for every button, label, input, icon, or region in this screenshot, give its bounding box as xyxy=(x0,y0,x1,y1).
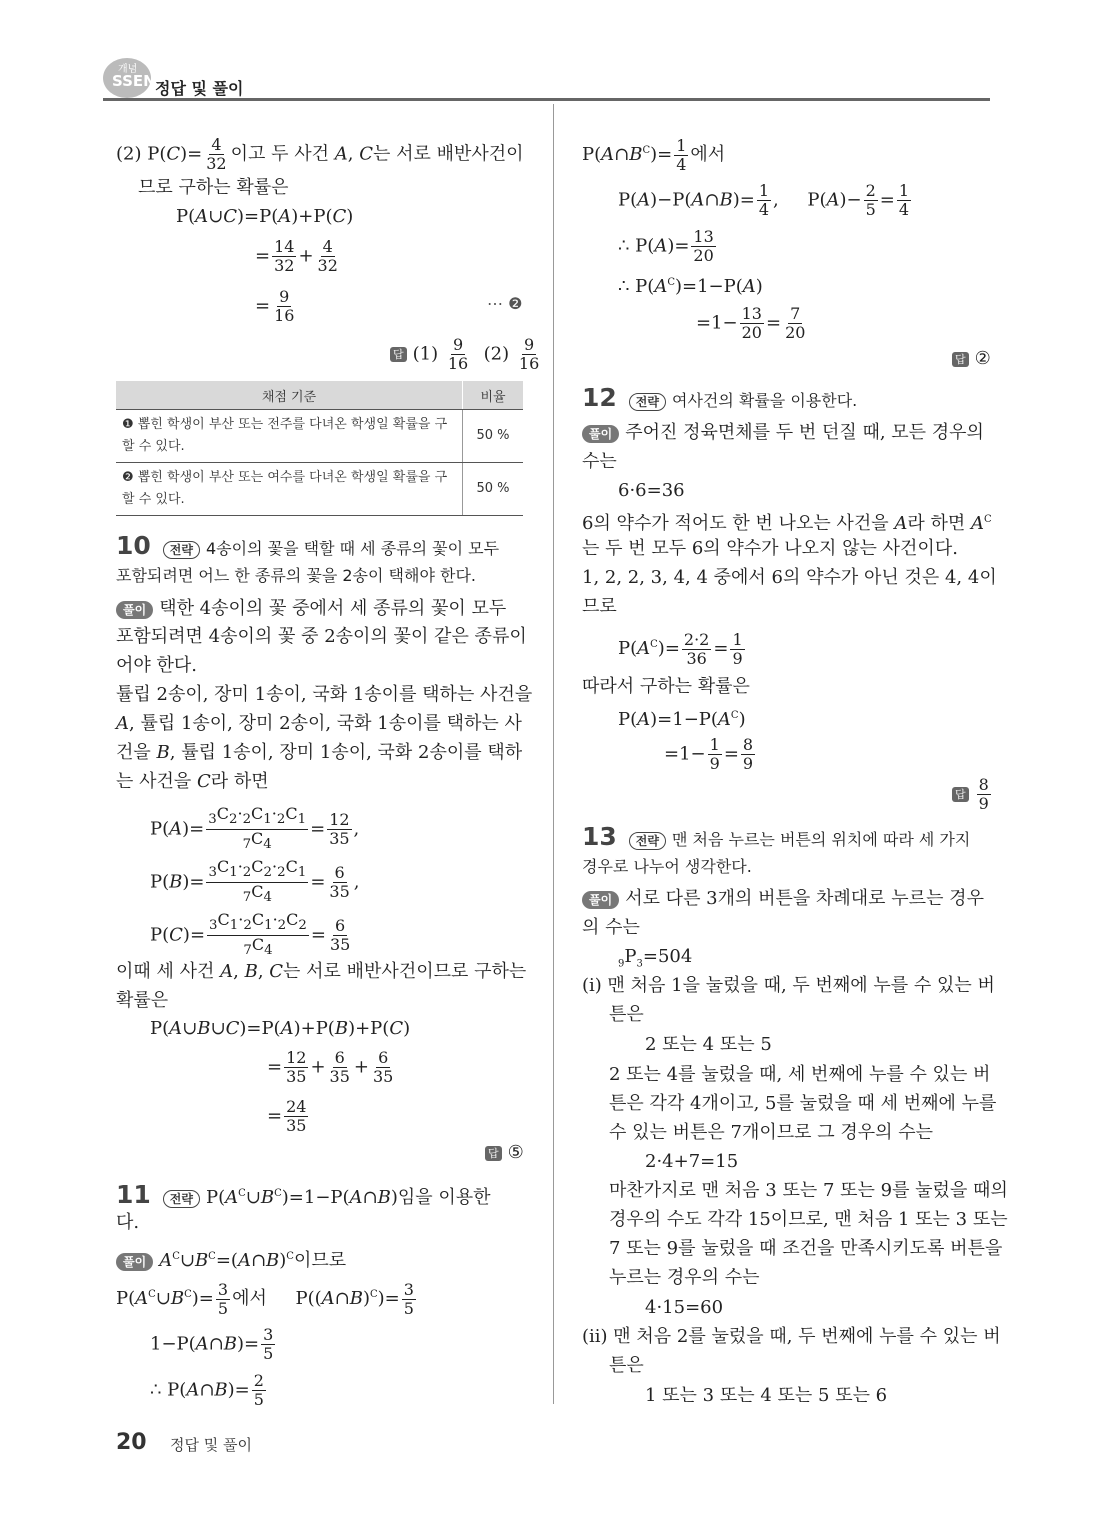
r-eq3: ∴ P(A)= $\frac{13}{20}$ xyxy=(618,227,714,265)
q10-sol9: 확률은 xyxy=(116,990,169,1011)
q13-i12: 4·15=60 xyxy=(645,1297,724,1318)
p2-eq2: = $\frac{14}{32}$ + $\frac{4}{32}$ xyxy=(255,237,338,275)
logo-top: 개념 xyxy=(118,64,138,75)
table-row: ❷ 뽑힌 학생이 부산 또는 여수를 다녀온 학생일 확률을 구할 수 있다. 50 % xyxy=(116,463,523,516)
q13-i9: 경우의 수도 각각 15이므로, 맨 처음 1 또는 3 또는 xyxy=(609,1209,1008,1230)
q10-sol5: A, 튤립 1송이, 장미 2송이, 국화 1송이를 택하는 사 xyxy=(116,713,522,734)
q11-eq2: 1−P(A∩B)= $\frac{3}{5}$ xyxy=(150,1325,274,1363)
q10-pa: P(A)= $\frac{_3C_2\cdot_2C_1\cdot_2C_1}{_7C_4}$ = $\frac{12}{35}$ , xyxy=(150,804,360,853)
mark-2: ⋯ ❷ xyxy=(487,294,523,313)
q12-strategy: 12 전략 여사건의 확률을 이용한다. xyxy=(582,383,858,412)
q13-ii2: 튼은 xyxy=(609,1355,644,1376)
logo-bottom: SSEN xyxy=(112,72,156,90)
column-divider xyxy=(553,104,554,1404)
q12-sol6: 1, 2, 2, 3, 4, 4 중에서 6의 약수가 아닌 것은 4, 4이 xyxy=(582,567,997,588)
q13-sol1: 풀이 서로 다른 3개의 버튼을 차례대로 누르는 경우 xyxy=(582,884,984,913)
table-header-ratio: 비율 xyxy=(463,381,524,410)
q11-sol1: 풀이 $A^C\cup B^C=(A\cap B)^C$이므로 xyxy=(116,1242,346,1275)
r-eq1: $P(A\cap B^C)=$ $\frac{1}{4}$ 에서 xyxy=(582,135,726,174)
q10-union: P(A∪B∪C)=P(A)+P(B)+P(C) xyxy=(150,1018,411,1039)
q13-sol2: 의 수는 xyxy=(582,917,640,938)
r-eq5: =1− $\frac{13}{20}$ = $\frac{7}{20}$ xyxy=(696,304,806,342)
q12-sol4: 6의 약수가 적어도 한 번 나오는 사건을 A라 하면 $A^C$ xyxy=(582,513,992,534)
q10-sol2: 포함되려면 4송이의 꽃 중 2송이의 꽃이 같은 종류이 xyxy=(116,626,527,647)
q10-sol6: 건을 B, 튤립 1송이, 장미 1송이, 국화 2송이를 택하 xyxy=(116,742,523,763)
q12-sol2: 수는 xyxy=(582,451,617,472)
q12-eq3: =1− $\frac{1}{9}$ = $\frac{8}{9}$ xyxy=(664,735,754,773)
q13-i7: 2·4+7=15 xyxy=(645,1151,739,1172)
page-number: 20 xyxy=(116,1430,147,1455)
q12-eq1: $P(A^C)=$ $\frac{2\cdot 2}{36}$ = $\frac{1}{9}$ xyxy=(618,629,743,668)
q10-sol1: 풀이 택한 4송이의 꽃 중에서 세 종류의 꽃이 모두 xyxy=(116,594,506,623)
footer-text: 정답 및 풀이 xyxy=(170,1436,252,1454)
r-eq2: P(A)−P(A∩B)= $\frac{1}{4}$ , P(A)− $\frac{2}{5}$ = $\frac{1}{4}$ xyxy=(618,181,910,219)
q11-eq3: ∴ P(A∩B)= $\frac{2}{5}$ xyxy=(150,1371,264,1409)
q13-strategy2: 경우로 나누어 생각한다. xyxy=(582,857,752,876)
q10-eq3: = $\frac{24}{35}$ xyxy=(267,1097,307,1135)
q12-sol8: 따라서 구하는 확률은 xyxy=(582,676,750,697)
q10-eq2: = $\frac{12}{35}$ + $\frac{6}{35}$ + $\frac{6}{35}$ xyxy=(267,1048,394,1086)
p2-eq1: P(A∪C)=P(A)+P(C) xyxy=(176,206,354,227)
q13-i3: 2 또는 4 또는 5 xyxy=(645,1034,772,1055)
q13-i2: 튼은 xyxy=(609,1004,644,1025)
q10-sol8: 이때 세 사건 A, B, C는 서로 배반사건이므로 구하는 xyxy=(116,961,527,982)
q10-answer: 답 ⑤ xyxy=(485,1138,524,1168)
q13-i10: 7 또는 9를 눌렀을 때 조건을 만족시키도록 버튼을 xyxy=(609,1238,1003,1259)
q13-ii1: (ⅱ) 맨 처음 2를 눌렀을 때, 두 번째에 누를 수 있는 버 xyxy=(582,1326,1001,1347)
q13-strategy: 13 전략 맨 처음 누르는 버튼의 위치에 따라 세 가지 xyxy=(582,822,971,851)
q12-answer: 답 $\frac{8}{9}$ xyxy=(952,776,993,813)
q13-i6: 수 있는 버튼은 7개이므로 그 경우의 수는 xyxy=(609,1122,933,1143)
q11-strategy: 11 전략 $P(A^C\cup B^C)=1-P(A\cap B)$임을 이용한 xyxy=(116,1180,491,1209)
q13-i11: 누르는 경우의 수는 xyxy=(609,1267,760,1288)
q13-sol3: $_9P_3=504$ xyxy=(618,946,693,970)
q10-strategy: 10 전략 4송이의 꽃을 택할 때 세 종류의 꽃이 모두 xyxy=(116,531,500,560)
q10-sol7: 는 사건을 C라 하면 xyxy=(116,771,269,792)
r-answer-top: 답 ② xyxy=(952,344,991,374)
q12-eq2: $P(A)=1-P(A^C)$ xyxy=(618,709,746,730)
p2-line2: 므로 구하는 확률은 xyxy=(138,177,289,198)
q11-eq1: $P(A^C\cup B^C)=$ $\frac{3}{5}$ 에서 P((A∩B)$^C$)= $\frac{3}{5}$ xyxy=(116,1279,414,1318)
q12-sol7: 므로 xyxy=(582,596,617,617)
scoring-table xyxy=(116,381,523,516)
header-rule xyxy=(103,98,990,101)
q10-pc: P(C)= $\frac{_3C_1\cdot_2C_1\cdot_2C_2}{_7C_4}$ = $\frac{6}{35}$ xyxy=(150,910,351,959)
answer-p2: 답 (1) $\frac{9}{16}$ (2) $\frac{9}{16}$ xyxy=(390,336,543,373)
q11-strategy2: 다. xyxy=(116,1212,140,1233)
q12-sol5: 는 두 번 모두 6의 약수가 나오지 않는 사건이다. xyxy=(582,538,958,559)
header-title: 정답 및 풀이 xyxy=(155,79,244,98)
q10-sol3: 어야 한다. xyxy=(116,655,197,676)
q12-sol3: 6·6=36 xyxy=(618,480,685,501)
q12-sol1: 풀이 주어진 정육면체를 두 번 던질 때, 모든 경우의 xyxy=(582,418,984,447)
q13-i1: (ⅰ) 맨 처음 1을 눌렀을 때, 두 번째에 누를 수 있는 버 xyxy=(582,975,995,996)
p2-line1: (2) P(C)= $\frac{4}{32}$ 이고 두 사건 A, C는 서로 배반사건이 xyxy=(116,135,524,173)
q13-ii3: 1 또는 3 또는 4 또는 5 또는 6 xyxy=(645,1385,888,1406)
q10-sol4: 튤립 2송이, 장미 1송이, 국화 1송이를 택하는 사건을 xyxy=(116,684,533,705)
q10-strategy2: 포함되려면 어느 한 종류의 꽃을 2송이 택해야 한다. xyxy=(116,566,476,585)
q13-i5: 튼은 각각 4개이고, 5를 눌렀을 때 세 번째에 누를 xyxy=(609,1093,997,1114)
table-row: ❶ 뽑힌 학생이 부산 또는 전주를 다녀온 학생일 확률을 구할 수 있다. 50 % xyxy=(116,410,523,463)
q13-i4: 2 또는 4를 눌렀을 때, 세 번째에 누를 수 있는 버 xyxy=(609,1064,991,1085)
table-header-criteria: 채점 기준 xyxy=(116,381,463,410)
q10-pb: P(B)= $\frac{_3C_1\cdot_2C_2\cdot_2C_1}{_7C_4}$ = $\frac{6}{35}$ , xyxy=(150,857,360,906)
p2-eq3: = $\frac{9}{16}$ xyxy=(255,287,295,325)
q13-i8: 마찬가지로 맨 처음 3 또는 7 또는 9를 눌렀을 때의 xyxy=(609,1180,1008,1201)
r-eq4: ∴ $P(A^C)=1-P(A)$ xyxy=(618,276,763,297)
